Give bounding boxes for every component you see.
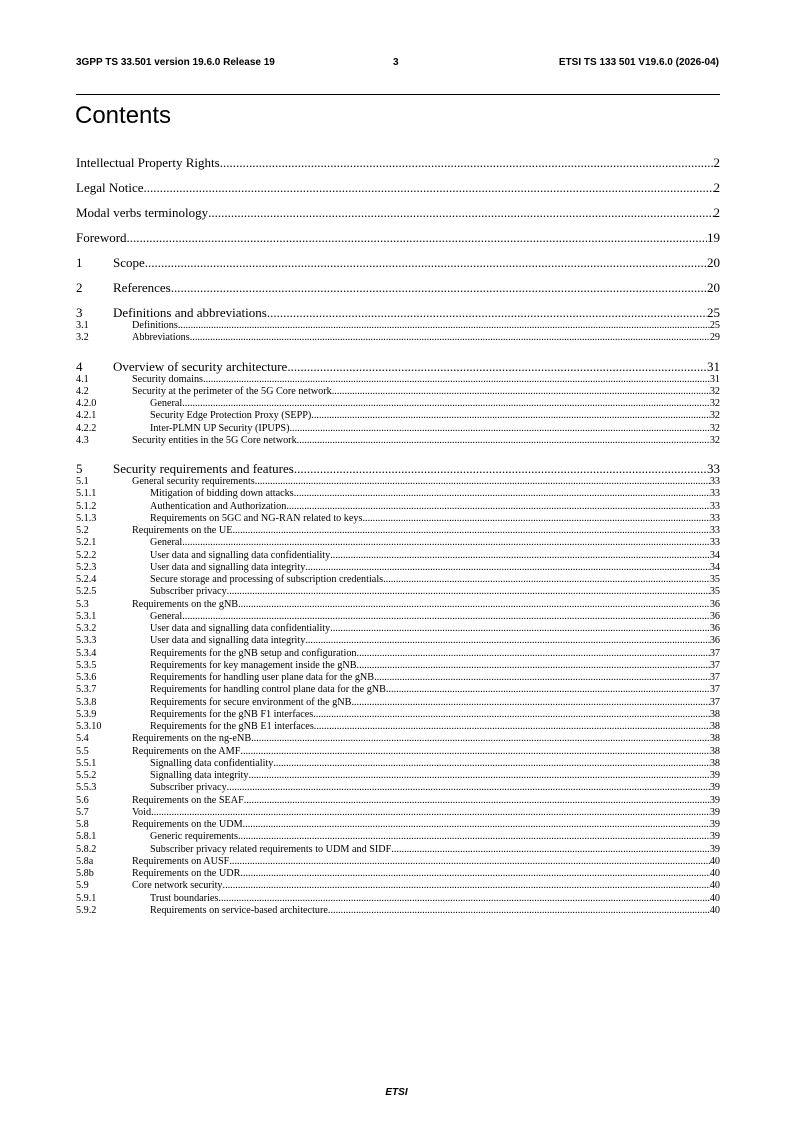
toc-dot-leader xyxy=(208,206,713,219)
toc-entry-page: 31 xyxy=(707,358,720,374)
toc-entry-title: User data and signalling data integrity xyxy=(150,635,306,647)
toc-entry-number: 5.3.4 xyxy=(76,647,97,659)
toc-entry-page: 36 xyxy=(709,610,720,622)
header-page-number: 3 xyxy=(393,57,399,68)
toc-entry[interactable] xyxy=(76,512,720,524)
toc-dot-leader xyxy=(374,673,710,683)
toc-entry-number: 1 xyxy=(76,255,83,270)
toc-entry-number: 4.2.2 xyxy=(76,422,97,434)
toc-entry[interactable] xyxy=(76,348,720,373)
toc-entry-number: 5.8.1 xyxy=(76,831,97,843)
toc-entry-number: 5.2.2 xyxy=(76,549,97,561)
toc-entry-title: Security entities in the 5G Core network xyxy=(132,434,297,446)
toc-entry-page: 40 xyxy=(709,868,720,880)
toc-entry[interactable] xyxy=(76,867,720,879)
toc-entry-title: Trust boundaries xyxy=(150,892,219,904)
toc-entry[interactable] xyxy=(76,830,720,842)
toc-dot-leader xyxy=(251,734,710,744)
toc-entry-number: 5.3.8 xyxy=(76,696,97,708)
toc-entry[interactable] xyxy=(76,536,720,548)
toc-dot-leader xyxy=(255,477,710,487)
toc-entry-page: 39 xyxy=(709,782,720,794)
toc-dot-leader xyxy=(287,360,707,373)
toc-entry-page: 33 xyxy=(709,488,720,500)
toc-dot-leader xyxy=(240,869,709,879)
toc-entry-number: 5.3.6 xyxy=(76,672,97,684)
toc-dot-leader xyxy=(391,845,709,855)
toc-entry-title: Requirements on the UDM xyxy=(132,819,243,831)
toc-entry[interactable] xyxy=(76,598,720,610)
toc-dot-leader xyxy=(244,796,710,806)
toc-entry-page: 38 xyxy=(709,721,720,733)
toc-entry-page: 33 xyxy=(709,537,720,549)
toc-entry-page: 39 xyxy=(709,843,720,855)
toc-entry-page: 37 xyxy=(709,684,720,696)
toc-entry-title: Requirements for the gNB F1 interfaces xyxy=(150,708,314,720)
toc-dot-leader xyxy=(227,783,710,793)
toc-entry[interactable] xyxy=(76,732,720,744)
toc-entry-page: 36 xyxy=(709,598,720,610)
toc-entry[interactable] xyxy=(76,806,720,818)
toc-entry[interactable] xyxy=(76,194,720,219)
toc-dot-leader xyxy=(232,526,709,536)
toc-entry-page: 36 xyxy=(709,623,720,635)
toc-entry-title: Requirements on the SEAF xyxy=(132,794,244,806)
toc-entry[interactable] xyxy=(76,319,720,331)
toc-dot-leader xyxy=(357,649,710,659)
toc-entry-title: User data and signalling data integrity xyxy=(150,561,306,573)
toc-entry-title: Security domains xyxy=(132,373,204,385)
toc-entry-page: 34 xyxy=(709,561,720,573)
toc-entry-number: 3.2 xyxy=(76,332,89,344)
toc-entry-number: 5.5.1 xyxy=(76,757,97,769)
toc-dot-leader xyxy=(313,710,710,720)
toc-entry[interactable] xyxy=(76,696,720,708)
toc-entry[interactable] xyxy=(76,397,720,409)
table-of-contents xyxy=(76,144,720,916)
toc-entry-number: 2 xyxy=(76,280,83,295)
toc-dot-leader xyxy=(351,698,709,708)
toc-entry-number: 5.2.4 xyxy=(76,574,97,586)
toc-entry-page: 32 xyxy=(709,410,720,422)
toc-entry-number: 5.8 xyxy=(76,819,89,831)
toc-entry-title: Requirements on the UE xyxy=(132,525,233,537)
toc-entry-page: 34 xyxy=(709,549,720,561)
toc-dot-leader xyxy=(238,832,710,842)
toc-entry-number: 5.5 xyxy=(76,745,89,757)
toc-dot-leader xyxy=(218,894,709,904)
toc-entry-page: 20 xyxy=(707,255,720,270)
toc-entry[interactable] xyxy=(76,487,720,499)
toc-entry-page: 37 xyxy=(709,647,720,659)
toc-entry-page: 40 xyxy=(709,904,720,916)
toc-entry-title: Requirements on the gNB xyxy=(132,598,239,610)
toc-dot-leader xyxy=(328,906,710,916)
toc-entry-page: 20 xyxy=(707,280,720,295)
toc-entry-number: 5.5.3 xyxy=(76,782,97,794)
header-etsi-reference: ETSI TS 133 501 V19.6.0 (2026-04) xyxy=(558,57,719,68)
toc-entry[interactable] xyxy=(76,549,720,561)
toc-entry-number: 5 xyxy=(76,461,83,476)
toc-dot-leader xyxy=(362,514,709,524)
toc-entry-page: 25 xyxy=(707,305,720,320)
toc-entry-number: 5.3.9 xyxy=(76,708,97,720)
toc-entry-title: Security Edge Protection Proxy (SEPP) xyxy=(150,410,312,422)
toc-dot-leader xyxy=(311,411,710,421)
toc-entry[interactable] xyxy=(76,781,720,793)
toc-dot-leader xyxy=(151,808,710,818)
toc-entry-number: 5.3.10 xyxy=(76,721,102,733)
toc-entry-page: 37 xyxy=(709,672,720,684)
toc-entry-title: Requirements for the gNB E1 interfaces xyxy=(150,721,314,733)
toc-entry[interactable] xyxy=(76,757,720,769)
toc-entry-page: 39 xyxy=(709,819,720,831)
toc-entry-title: Definitions xyxy=(132,320,178,332)
toc-dot-leader xyxy=(220,156,714,169)
toc-entry-title: Requirements on AUSF xyxy=(132,855,230,867)
toc-dot-leader xyxy=(227,587,710,597)
toc-entry-title: Requirements for the gNB setup and configuration xyxy=(150,647,357,659)
toc-dot-leader xyxy=(273,759,709,769)
toc-entry-title: Signalling data integrity xyxy=(150,770,249,782)
toc-dot-leader xyxy=(290,424,710,434)
toc-dot-leader xyxy=(267,306,707,319)
toc-entry[interactable] xyxy=(76,683,720,695)
toc-entry[interactable] xyxy=(76,634,720,646)
toc-entry-number: 5.8b xyxy=(76,868,94,880)
toc-entry-title: User data and signalling data confidentiality xyxy=(150,549,331,561)
toc-entry-number: 5.1 xyxy=(76,476,89,488)
toc-entry[interactable] xyxy=(76,659,720,671)
toc-entry-title: Requirements on the UDR xyxy=(132,868,241,880)
toc-entry[interactable] xyxy=(76,671,720,683)
toc-entry-title: Requirements for handling control plane data for the gNB xyxy=(150,684,386,696)
toc-dot-leader xyxy=(305,563,709,573)
toc-entry[interactable] xyxy=(76,561,720,573)
header-document-id: 3GPP TS 33.501 version 19.6.0 Release 19 xyxy=(76,57,275,68)
toc-dot-leader xyxy=(330,624,710,634)
header-divider xyxy=(76,94,720,95)
toc-entry-number: 5.5.2 xyxy=(76,770,97,782)
toc-entry-title: Definitions and abbreviations xyxy=(113,305,267,320)
toc-dot-leader xyxy=(357,661,710,671)
toc-entry-page: 36 xyxy=(709,635,720,647)
toc-entry-title: Overview of security architecture xyxy=(113,358,288,374)
toc-entry-page: 33 xyxy=(709,476,720,488)
toc-dot-leader xyxy=(144,181,714,194)
toc-entry-number: 4.2.1 xyxy=(76,410,97,422)
toc-entry[interactable] xyxy=(76,244,720,269)
toc-entry-number: 4.2 xyxy=(76,385,89,397)
toc-entry[interactable] xyxy=(76,331,720,343)
toc-entry-number: 5.9.1 xyxy=(76,892,97,904)
toc-entry[interactable] xyxy=(76,475,720,487)
toc-dot-leader xyxy=(238,600,710,610)
toc-entry-number: 5.3.1 xyxy=(76,610,97,622)
toc-entry-title: Requirements on the ng-eNB xyxy=(132,733,252,745)
toc-entry[interactable] xyxy=(76,585,720,597)
toc-entry-number: 5.2 xyxy=(76,525,89,537)
toc-entry-title: Requirements on the AMF xyxy=(132,745,241,757)
toc-entry[interactable] xyxy=(76,269,720,294)
toc-entry-page: 37 xyxy=(709,659,720,671)
toc-entry-page: 2 xyxy=(713,155,720,170)
toc-entry[interactable] xyxy=(76,373,720,385)
toc-entry[interactable] xyxy=(76,500,720,512)
toc-entry[interactable] xyxy=(76,450,720,475)
toc-dot-leader xyxy=(332,387,710,397)
toc-entry[interactable] xyxy=(76,818,720,830)
toc-entry[interactable] xyxy=(76,892,720,904)
toc-entry-page: 32 xyxy=(709,385,720,397)
toc-entry-number: 5.3 xyxy=(76,598,89,610)
toc-entry-page: 39 xyxy=(709,794,720,806)
toc-entry-page: 32 xyxy=(709,434,720,446)
toc-entry-number: 5.9 xyxy=(76,880,89,892)
toc-entry-page: 35 xyxy=(709,586,720,598)
toc-dot-leader xyxy=(386,685,710,695)
toc-entry-title: Mitigation of bidding down attacks xyxy=(150,488,294,500)
toc-entry-title: References xyxy=(113,280,171,295)
toc-entry-title: Abbreviations xyxy=(132,332,190,344)
toc-entry-number: 4.3 xyxy=(76,434,89,446)
toc-entry-title: General security requirements xyxy=(132,476,255,488)
toc-dot-leader xyxy=(383,575,710,585)
toc-entry-number: 5.8a xyxy=(76,855,94,867)
toc-dot-leader xyxy=(294,462,707,475)
toc-entry-page: 38 xyxy=(709,745,720,757)
toc-entry-number: 3.1 xyxy=(76,320,89,332)
toc-entry-title: Requirements on service-based architecture xyxy=(150,904,328,916)
toc-dot-leader xyxy=(127,231,707,244)
toc-entry-title: Requirements for secure environment of the gNB xyxy=(150,696,352,708)
toc-entry-page: 31 xyxy=(709,373,720,385)
toc-dot-leader xyxy=(314,722,710,732)
toc-entry[interactable] xyxy=(76,524,720,536)
toc-entry[interactable] xyxy=(76,708,720,720)
toc-entry-title: Inter-PLMN UP Security (IPUPS) xyxy=(150,422,290,434)
toc-entry[interactable] xyxy=(76,422,720,434)
toc-dot-leader xyxy=(182,612,710,622)
toc-entry[interactable] xyxy=(76,745,720,757)
toc-entry-title: Modal verbs terminology xyxy=(76,205,209,220)
toc-entry-number: 5.8.2 xyxy=(76,843,97,855)
toc-entry-page: 25 xyxy=(709,320,720,332)
toc-entry-number: 5.3.5 xyxy=(76,659,97,671)
toc-entry-number: 5.3.7 xyxy=(76,684,97,696)
toc-entry-page: 33 xyxy=(709,500,720,512)
toc-entry[interactable] xyxy=(76,904,720,916)
toc-entry-title: Requirements for handling user plane data for the gNB xyxy=(150,672,375,684)
toc-entry-number: 4.1 xyxy=(76,373,89,385)
toc-entry[interactable] xyxy=(76,385,720,397)
toc-dot-leader xyxy=(182,538,710,548)
toc-dot-leader xyxy=(203,375,710,385)
toc-entry-title: Authentication and Authorization xyxy=(150,500,287,512)
toc-dot-leader xyxy=(286,502,709,512)
toc-dot-leader xyxy=(145,256,707,269)
toc-entry-page: 40 xyxy=(709,855,720,867)
toc-entry[interactable] xyxy=(76,434,720,446)
toc-entry-number: 4.2.0 xyxy=(76,398,97,410)
toc-entry-title: Void xyxy=(132,806,152,818)
toc-entry-page: 38 xyxy=(709,708,720,720)
toc-entry-page: 39 xyxy=(709,831,720,843)
toc-dot-leader xyxy=(190,333,710,343)
toc-entry-page: 39 xyxy=(709,806,720,818)
toc-entry[interactable] xyxy=(76,794,720,806)
toc-dot-leader xyxy=(240,747,709,757)
toc-entry[interactable] xyxy=(76,144,720,169)
toc-entry-page: 37 xyxy=(709,696,720,708)
toc-entry[interactable] xyxy=(76,769,720,781)
toc-dot-leader xyxy=(229,857,709,867)
toc-entry-title: Intellectual Property Rights xyxy=(76,155,220,170)
toc-entry-page: 38 xyxy=(709,757,720,769)
toc-entry[interactable] xyxy=(76,622,720,634)
toc-entry-number: 5.6 xyxy=(76,794,89,806)
toc-entry-page: 40 xyxy=(709,892,720,904)
toc-entry[interactable] xyxy=(76,409,720,421)
toc-entry-number: 5.1.3 xyxy=(76,512,97,524)
toc-entry-number: 5.7 xyxy=(76,806,89,818)
toc-entry-number: 4 xyxy=(76,358,83,374)
toc-dot-leader xyxy=(182,399,710,409)
toc-entry-title: Requirements on 5GC and NG-RAN related to keys xyxy=(150,512,363,524)
toc-entry-title: General xyxy=(150,537,183,549)
toc-dot-leader xyxy=(297,436,710,446)
toc-entry-page: 33 xyxy=(709,512,720,524)
toc-entry-title: Subscriber privacy related requirements to UDM and SIDF xyxy=(150,843,392,855)
toc-dot-leader xyxy=(178,321,710,331)
footer-etsi: ETSI xyxy=(385,1087,408,1098)
toc-entry-number: 5.1.2 xyxy=(76,500,97,512)
toc-entry[interactable] xyxy=(76,843,720,855)
toc-entry[interactable] xyxy=(76,610,720,622)
toc-entry-number: 5.2.1 xyxy=(76,537,97,549)
toc-entry-title: General xyxy=(150,610,183,622)
toc-dot-leader xyxy=(223,881,710,891)
toc-entry-page: 35 xyxy=(709,574,720,586)
toc-entry-number: 3 xyxy=(76,305,83,320)
toc-dot-leader xyxy=(294,489,710,499)
toc-entry-page: 32 xyxy=(709,398,720,410)
toc-entry-page: 40 xyxy=(709,880,720,892)
toc-entry[interactable] xyxy=(76,720,720,732)
toc-entry-title: Subscriber privacy xyxy=(150,586,227,598)
toc-entry[interactable] xyxy=(76,879,720,891)
toc-dot-leader xyxy=(330,551,710,561)
toc-entry-title: Security requirements and features xyxy=(113,461,294,476)
toc-entry[interactable] xyxy=(76,219,720,244)
toc-entry-number: 5.9.2 xyxy=(76,904,97,916)
toc-entry[interactable] xyxy=(76,294,720,319)
toc-entry-title: Scope xyxy=(113,255,145,270)
toc-entry[interactable] xyxy=(76,647,720,659)
toc-entry[interactable] xyxy=(76,169,720,194)
toc-dot-leader xyxy=(305,636,709,646)
toc-entry-title: Secure storage and processing of subscription credentials xyxy=(150,574,384,586)
toc-entry-number: 5.2.3 xyxy=(76,561,97,573)
toc-entry-title: Subscriber privacy xyxy=(150,782,227,794)
toc-entry-page: 2 xyxy=(713,205,720,220)
toc-entry-title: Signalling data confidentiality xyxy=(150,757,274,769)
toc-entry-title: General xyxy=(150,398,183,410)
toc-entry-number: 5.2.5 xyxy=(76,586,97,598)
page-title: Contents xyxy=(75,102,172,129)
toc-entry-title: Foreword xyxy=(76,230,127,245)
toc-entry-page: 2 xyxy=(713,180,720,195)
toc-entry[interactable] xyxy=(76,573,720,585)
toc-dot-leader xyxy=(171,281,707,294)
toc-entry-page: 33 xyxy=(707,461,720,476)
toc-dot-leader xyxy=(243,820,710,830)
toc-entry-page: 19 xyxy=(707,230,720,245)
toc-entry-title: Requirements for key management inside the gNB xyxy=(150,659,357,671)
toc-entry-title: User data and signalling data confidentiality xyxy=(150,623,331,635)
toc-entry-page: 29 xyxy=(709,332,720,344)
toc-entry-number: 5.1.1 xyxy=(76,488,97,500)
toc-entry-title: Security at the perimeter of the 5G Core network xyxy=(132,385,332,397)
toc-entry-page: 38 xyxy=(709,733,720,745)
toc-entry[interactable] xyxy=(76,855,720,867)
toc-entry-page: 33 xyxy=(709,525,720,537)
toc-entry-title: Legal Notice xyxy=(76,180,144,195)
toc-entry-title: Generic requirements xyxy=(150,831,238,843)
toc-entry-page: 32 xyxy=(709,422,720,434)
toc-entry-number: 5.3.3 xyxy=(76,635,97,647)
toc-entry-page: 39 xyxy=(709,770,720,782)
toc-dot-leader xyxy=(248,771,709,781)
toc-entry-number: 5.4 xyxy=(76,733,89,745)
toc-entry-title: Core network security xyxy=(132,880,223,892)
toc-entry-number: 5.3.2 xyxy=(76,623,97,635)
